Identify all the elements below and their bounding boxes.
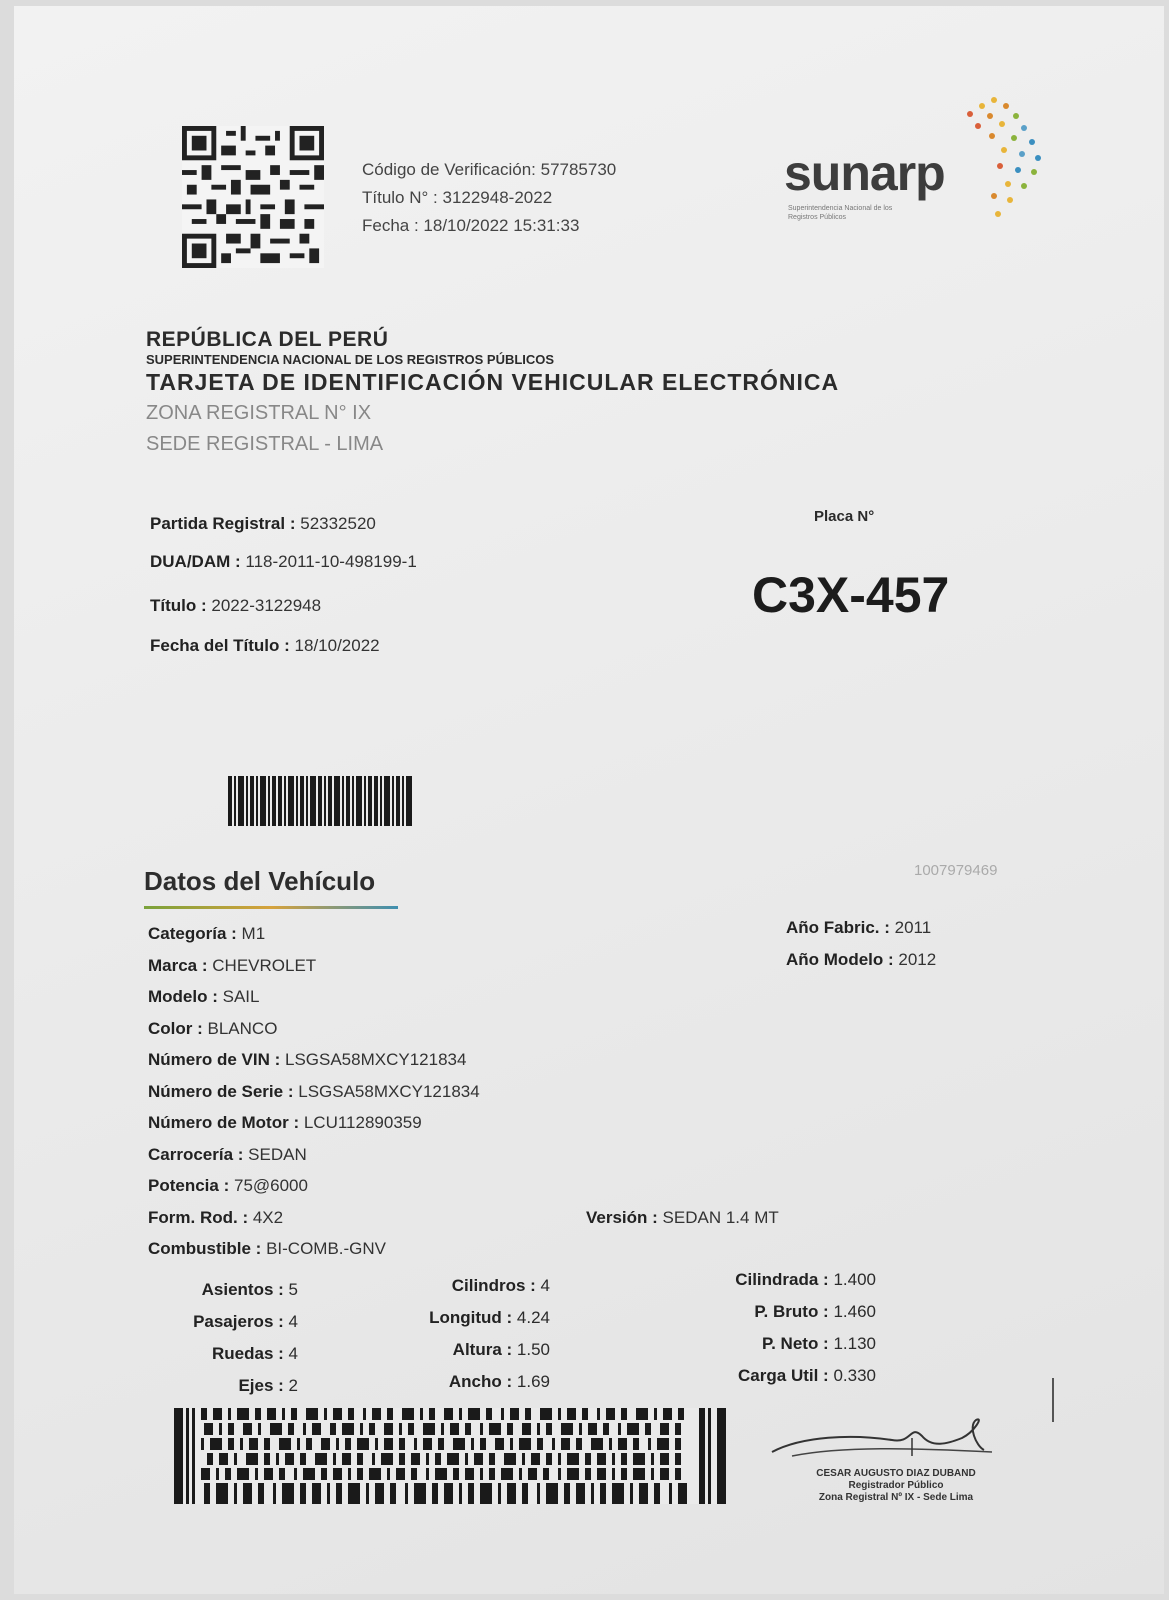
spec-ruedas xyxy=(134,1344,298,1376)
title-block xyxy=(146,328,839,456)
field-label: Form. Rod. : xyxy=(148,1207,249,1227)
field-label: Potencia : xyxy=(148,1176,230,1195)
field-value: BI-COMB.-GNV xyxy=(266,1239,387,1258)
zona-registral: ZONA REGISTRAL N° IX xyxy=(146,402,372,424)
anio-fabric-value: 2011 xyxy=(894,918,932,937)
anio-modelo-row xyxy=(786,950,936,970)
field-marca xyxy=(148,956,480,988)
qr-code xyxy=(182,124,324,270)
partida-label: Partida Registral : xyxy=(150,514,296,533)
superintendencia-heading: SUPERINTENDENCIA NACIONAL DE LOS REGISTROS PÚBLICOS xyxy=(146,352,555,367)
anio-fabric-label: Año Fabric. : xyxy=(786,918,890,937)
pdf417-barcode-icon xyxy=(174,1408,726,1504)
field-value: SAIL xyxy=(222,987,260,1006)
signer-name: CESAR AUGUSTO DIAZ DUBAND xyxy=(816,1468,976,1479)
field-value: CHEVROLET xyxy=(212,955,317,975)
field-potencia xyxy=(148,1176,480,1208)
barcode-icon xyxy=(228,776,412,826)
anio-fabric-row xyxy=(786,918,931,938)
version-label: Versión : xyxy=(586,1208,658,1227)
spec-label: Carga Util : xyxy=(738,1366,829,1385)
version-row xyxy=(586,1208,779,1228)
issue-date: Fecha : 18/10/2022 15:31:33 xyxy=(362,216,580,235)
logo-wordmark: sunarp xyxy=(784,145,945,201)
field-value: M1 xyxy=(241,924,266,943)
spec-label: Altura : xyxy=(452,1340,513,1359)
spec-value: 2 xyxy=(288,1376,298,1395)
signer-role: Registrador Público xyxy=(848,1480,944,1491)
field-label: Número de Serie : xyxy=(148,1081,294,1101)
field-label: Número de VIN : xyxy=(148,1050,281,1069)
sunarp-logo xyxy=(784,92,1044,232)
spec-value: 4 xyxy=(540,1276,550,1295)
signature-block xyxy=(762,1416,1010,1516)
section-title: Datos del Vehículo xyxy=(144,866,376,896)
spec-cilindrada xyxy=(654,1270,876,1302)
document-number: 1007979469 xyxy=(914,862,998,879)
field-label: Carrocería : xyxy=(148,1144,244,1164)
field-modelo xyxy=(148,987,480,1019)
spec-label: Ancho : xyxy=(448,1372,513,1391)
spec-value: 4.24 xyxy=(516,1308,550,1327)
placa-value: C3X-457 xyxy=(752,567,950,623)
partida-value: 52332520 xyxy=(300,514,376,533)
specs-col-1 xyxy=(134,1280,298,1408)
spec-value: 1.460 xyxy=(833,1302,876,1321)
spec-value: 4 xyxy=(288,1344,298,1363)
spec-label: Cilindros : xyxy=(451,1276,536,1295)
field-label: Marca : xyxy=(148,955,208,975)
section-underline xyxy=(144,906,398,909)
fecha-titulo-row xyxy=(150,636,380,656)
spec-pasajeros xyxy=(134,1312,298,1344)
spec-value: 0.330 xyxy=(833,1366,876,1385)
spec-label: Pasajeros : xyxy=(193,1312,284,1331)
field-value: SEDAN xyxy=(248,1144,307,1164)
sede-registral: SEDE REGISTRAL - LIMA xyxy=(146,433,384,455)
signer-zone: Zona Registral Nº IX - Sede Lima xyxy=(818,1492,974,1503)
verification-info xyxy=(362,156,616,240)
spec-carga-util xyxy=(654,1366,876,1398)
fecha-titulo-value: 18/10/2022 xyxy=(294,636,380,655)
field-label: Categoría : xyxy=(148,924,237,943)
spec-ancho xyxy=(360,1372,550,1404)
spec-value: 1.69 xyxy=(516,1372,550,1391)
title-number: Título N° : 3122948-2022 xyxy=(362,188,553,207)
field-color xyxy=(148,1019,480,1051)
spec-label: P. Bruto : xyxy=(754,1302,829,1321)
anio-modelo-value: 2012 xyxy=(898,950,937,969)
signature-mark xyxy=(762,1416,1010,1472)
fecha-titulo-label: Fecha del Título : xyxy=(150,636,290,655)
spec-longitud xyxy=(360,1308,550,1340)
signature-caption xyxy=(806,1468,986,1504)
field-carroceria xyxy=(148,1145,480,1177)
field-value: LCU112890359 xyxy=(303,1113,422,1132)
margin-mark xyxy=(1052,1378,1054,1422)
spec-value: 1.400 xyxy=(833,1270,876,1289)
field-label: Número de Motor : xyxy=(148,1113,300,1132)
field-combustible xyxy=(148,1239,480,1271)
spec-p-bruto xyxy=(654,1302,876,1334)
spec-altura xyxy=(360,1340,550,1372)
spec-value: 1.50 xyxy=(516,1340,550,1359)
republica-heading: REPÚBLICA DEL PERÚ xyxy=(146,328,389,351)
document-page xyxy=(14,6,1164,1594)
anio-modelo-label: Año Modelo : xyxy=(786,950,894,969)
spec-label: P. Neto : xyxy=(761,1334,829,1353)
field-value: LSGSA58MXCY121834 xyxy=(284,1050,467,1069)
spec-p-neto xyxy=(654,1334,876,1366)
spec-label: Longitud : xyxy=(429,1308,513,1327)
vehicle-fields xyxy=(148,924,480,1271)
field-label: Modelo : xyxy=(148,987,218,1006)
titulo-value: 2022-3122948 xyxy=(211,596,322,615)
spec-label: Asientos : xyxy=(201,1280,284,1299)
field-value: BLANCO xyxy=(207,1018,278,1038)
placa-label: Placa N° xyxy=(814,508,875,525)
field-vin xyxy=(148,1050,480,1082)
spec-label: Ruedas : xyxy=(212,1344,284,1363)
spec-ejes xyxy=(134,1376,298,1408)
tarjeta-heading: TARJETA DE IDENTIFICACIÓN VEHICULAR ELECTRÓNICA xyxy=(146,369,840,395)
field-serie xyxy=(148,1082,480,1114)
spec-asientos xyxy=(134,1280,298,1312)
field-label: Combustible : xyxy=(148,1239,262,1258)
spec-label: Cilindrada : xyxy=(735,1270,829,1289)
logo-subtitle: Superintendencia Nacional de los Registros Públicos xyxy=(788,205,893,221)
field-value: LSGSA58MXCY121834 xyxy=(298,1081,480,1101)
titulo-row xyxy=(150,596,321,616)
field-label: Color : xyxy=(148,1018,203,1038)
dua-label: DUA/DAM : xyxy=(150,552,241,571)
dua-row xyxy=(150,552,417,572)
field-categoria xyxy=(148,924,480,956)
version-value: SEDAN 1.4 MT xyxy=(662,1208,779,1227)
specs-col-3 xyxy=(654,1270,876,1398)
spec-value: 4 xyxy=(288,1312,298,1331)
titulo-label: Título : xyxy=(150,596,207,615)
field-value: 4X2 xyxy=(252,1207,284,1227)
dua-value: 118-2011-10-498199-1 xyxy=(245,552,417,571)
spec-value: 5 xyxy=(288,1280,298,1299)
field-form-rod xyxy=(148,1208,480,1240)
spec-label: Ejes : xyxy=(238,1376,284,1395)
partida-row xyxy=(150,514,376,534)
verification-code: Código de Verificación: 57785730 xyxy=(362,160,617,179)
field-value: 75@6000 xyxy=(233,1176,308,1195)
specs-col-2 xyxy=(360,1276,550,1404)
field-motor xyxy=(148,1113,480,1145)
spec-value: 1.130 xyxy=(833,1334,876,1353)
spec-cilindros xyxy=(360,1276,550,1308)
